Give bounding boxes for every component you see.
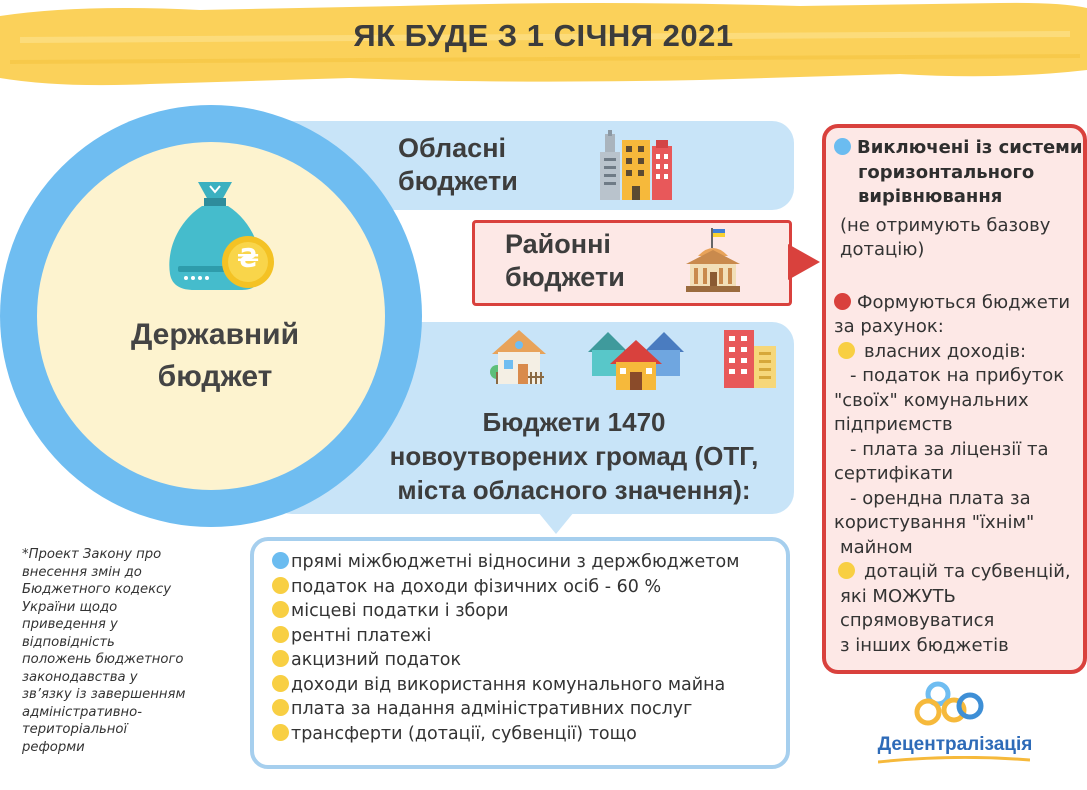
city-buildings-icon [596, 130, 676, 202]
blue-dot-icon [834, 138, 851, 155]
list-item: місцеві податки і збори [272, 599, 739, 624]
house-icon [488, 328, 550, 386]
government-building-icon [684, 226, 742, 294]
yellow-dot-icon [272, 675, 289, 692]
arrow-right-icon [788, 244, 820, 280]
yellow-dot-icon [272, 724, 289, 741]
footnote: *Проект Закону про внесення змін до Бюджетного кодексу України щодо приведення у відповідність положень бюджетного законодавства у зв’язку із завершенням адміністративно- територіальної реформи [22, 547, 186, 755]
currency-symbol: ₴ [236, 244, 260, 274]
list-item: прямі міжбюджетні відносини з держбюджетом [272, 550, 739, 575]
state-budget-label: Державний бюджет [130, 318, 300, 393]
district-info-content: Виключені із системи горизонтального вирівнювання (не отримують базову дотацію) Формуються бюджети за рахунок: власних доходів: - податок на прибуток "своїх" комунальних підприємств - плата за ліцензії та сертифікати - орендна плата за користування "їхнім" майном дотацій та субвенцій, які МОЖУТЬ спрямовуватися з інших бюджетів [834, 137, 1083, 656]
oblast-budgets-label: Обласні бюджети [398, 133, 518, 196]
list-item: акцизний податок [272, 648, 739, 673]
blue-dot-icon [272, 552, 289, 569]
yellow-dot-icon [272, 601, 289, 618]
community-revenues-list [272, 550, 739, 746]
community-budgets-label: Бюджети 1470 новоутворених громад (ОТГ, міста обласного значення): [389, 407, 759, 505]
yellow-dot-icon [838, 562, 855, 579]
apartment-building-icon [722, 328, 778, 390]
list-item: трансферти (дотації, субвенції) тощо [272, 722, 739, 747]
list-item: рентні платежі [272, 624, 739, 649]
decentralization-logo-text: Децентралізація [877, 734, 1033, 755]
yellow-dot-icon [272, 650, 289, 667]
money-bag-icon [160, 178, 280, 296]
pill-pointer [538, 512, 574, 536]
decentralization-logo-icon [912, 680, 992, 730]
district-budgets-label: Районні бюджети [505, 229, 625, 292]
list-item: податок на доходи фізичних осіб - 60 % [272, 575, 739, 600]
list-item: доходи від використання комунального майна [272, 673, 739, 698]
yellow-dot-icon [272, 626, 289, 643]
logo-underline [878, 756, 1030, 764]
yellow-dot-icon [272, 699, 289, 716]
red-dot-icon [834, 293, 851, 310]
yellow-dot-icon [272, 577, 289, 594]
yellow-dot-icon [838, 342, 855, 359]
houses-cluster-icon [588, 330, 684, 392]
list-item: плата за надання адміністративних послуг [272, 697, 739, 722]
page-title: ЯК БУДЕ З 1 СІЧНЯ 2021 [353, 18, 734, 53]
